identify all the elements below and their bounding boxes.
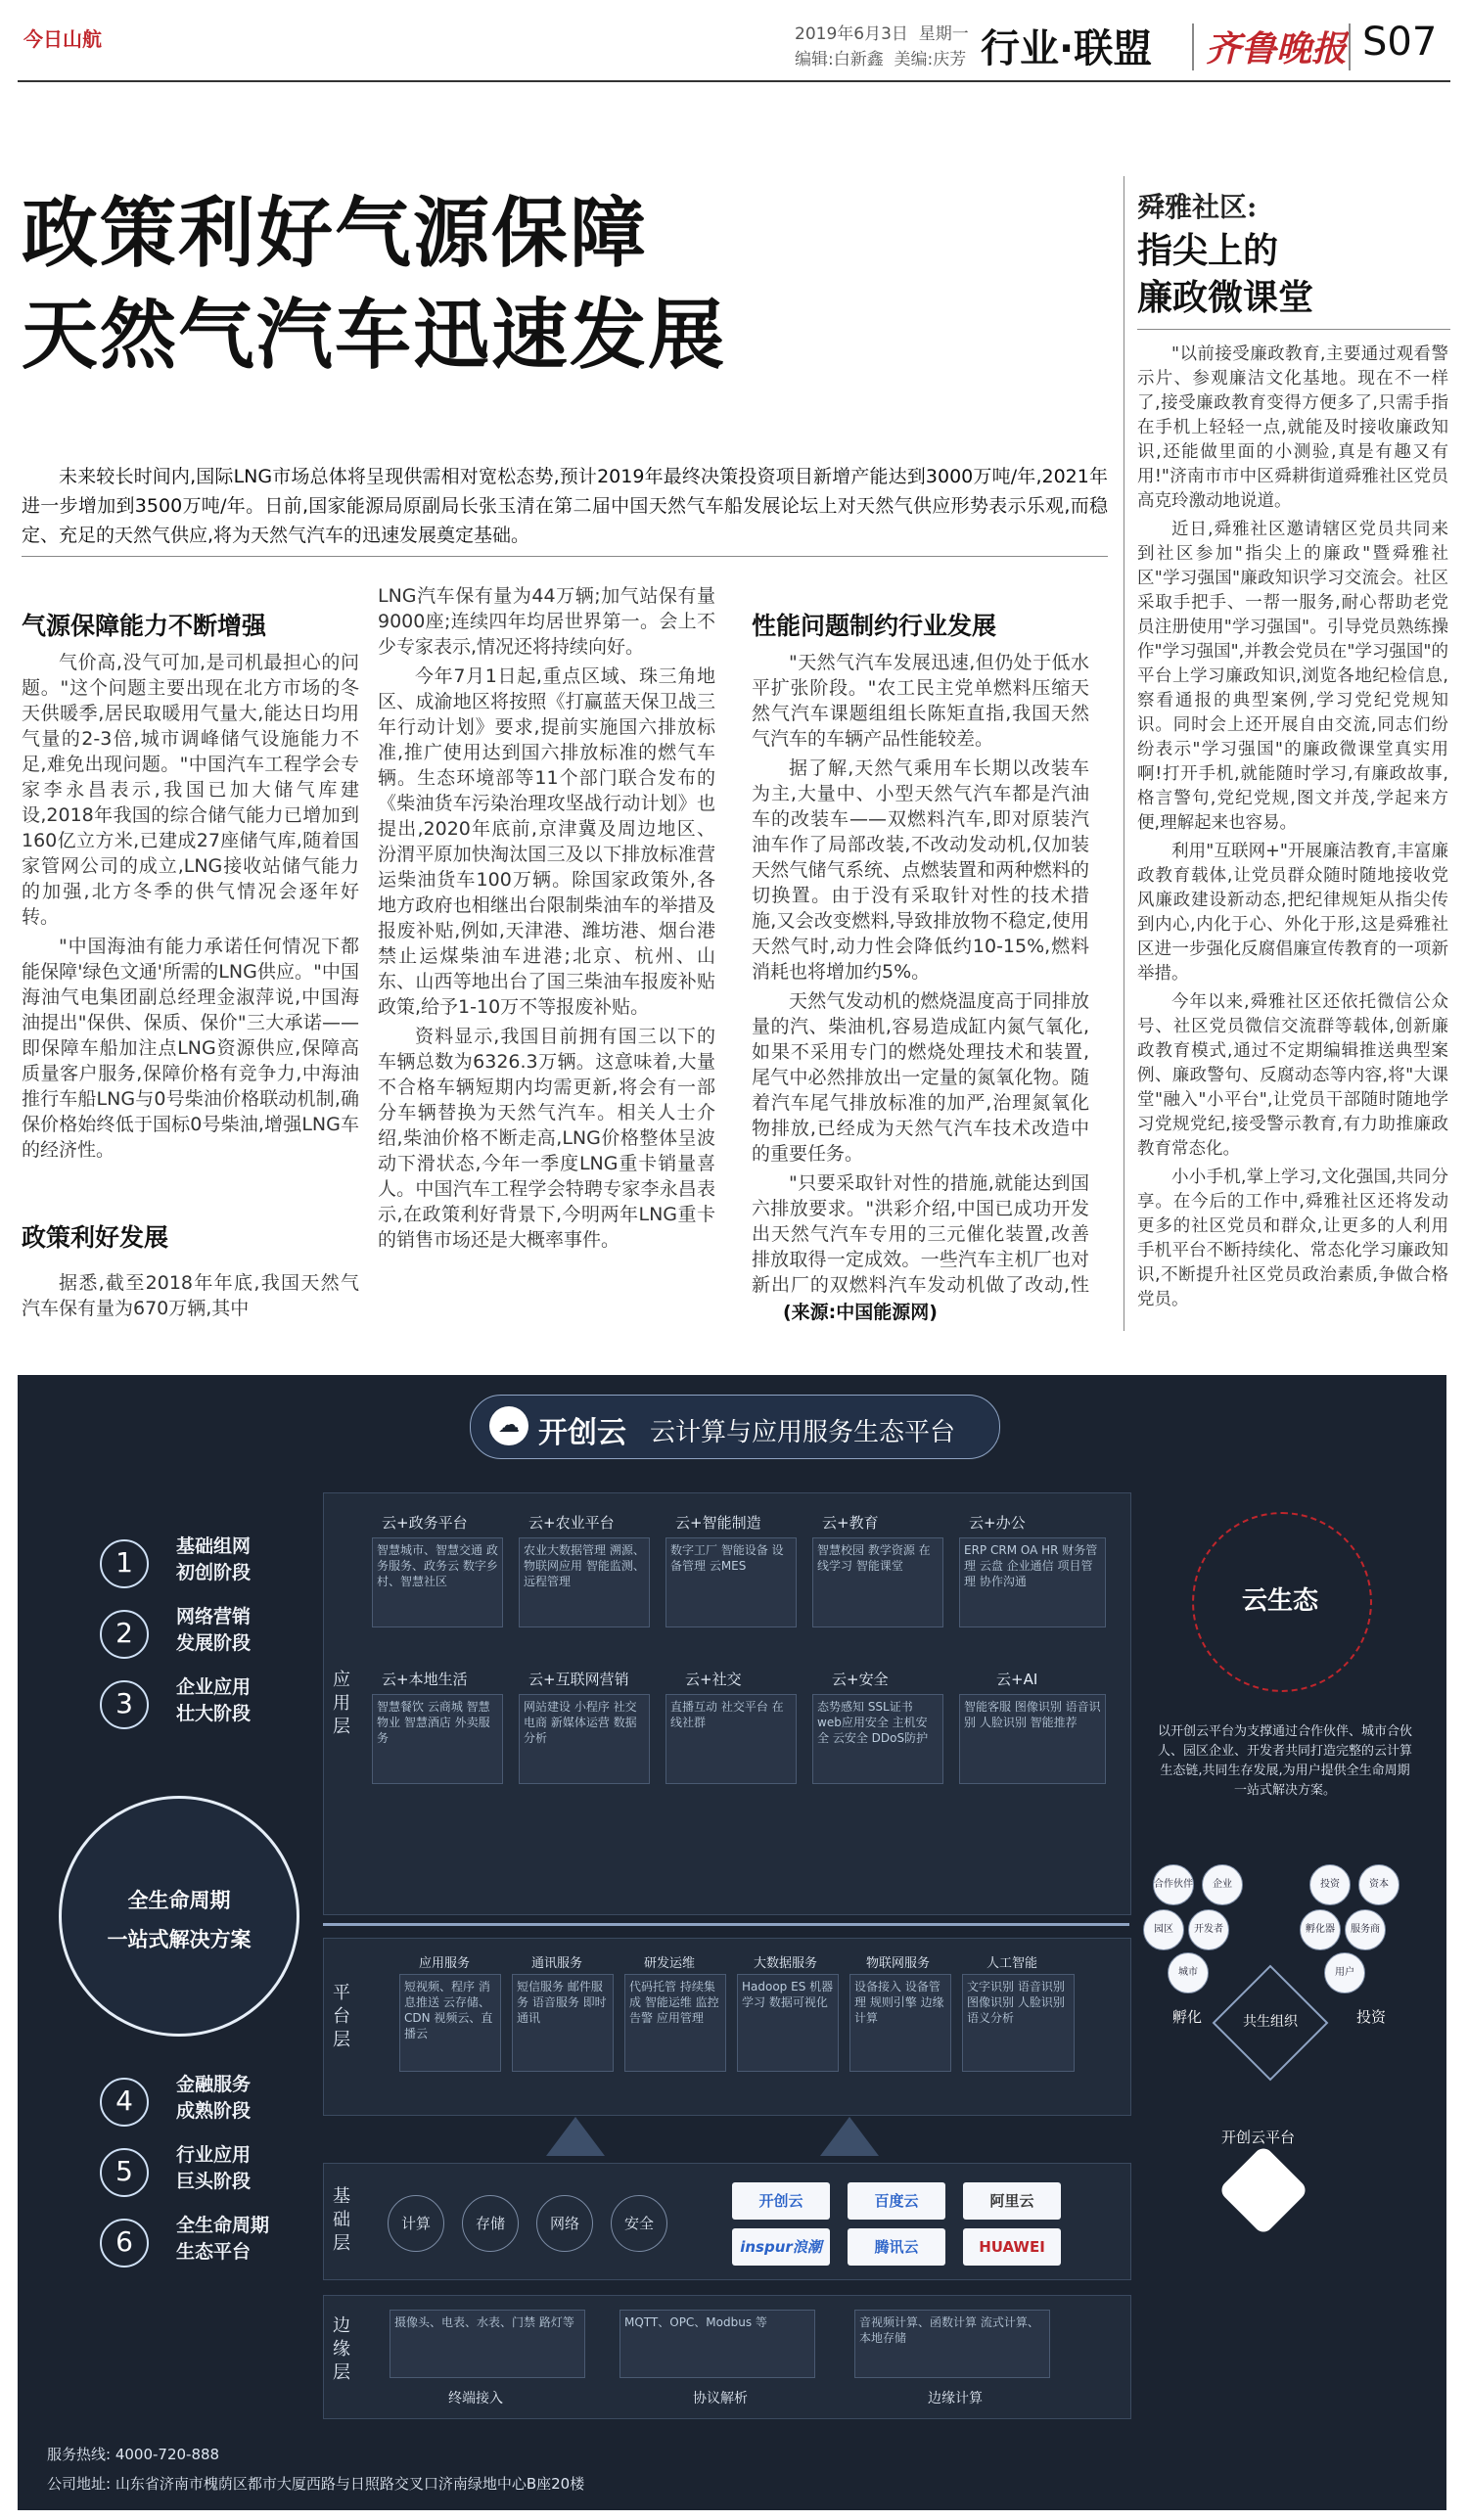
sidebar-body — [1137, 343, 1448, 1326]
edge-3-box: 音视频计算、函数计算 流式计算、本地存储 — [854, 2310, 1050, 2378]
edge-2-box: MQTT、OPC、Modbus 等 — [619, 2310, 815, 2378]
ad-slogan: 云计算与应用服务生态平台 — [650, 1418, 956, 1447]
col1-paragraph-1: 气价高,没气可加,是司机最担心的问题。"这个问题主要出现在北方市场的冬天供暖季,居民取暖用气量大,能达日均用气量的2-3倍,城市调峰储气设施能力不足,难免出现问题。"中国汽车工程学会专家李永昌表示,我国已加大储气库建设,2018年我国的综合储气能力已增加到160亿立方米,已建成27座储气库,随着国家管网公司的成立,LNG接收站储气能力的加强,北方冬季的供气情况会逐年好转。 — [22, 652, 359, 928]
step-1-label — [176, 1534, 251, 1586]
sidebar-paragraph-4: 今年以来,舜雅社区还依托微信公众号、社区党员微信交流群等载体,创新廉政教育模式,通过不定期编辑推送典型案例、廉政警句、反腐动态等内容,将"大课堂"融入"小平台",让党员干部随时随地学习党规党纪,接受警示教育,有力助推廉政教育常态化。 — [1137, 992, 1448, 1159]
section-label: 今日山航 — [23, 27, 102, 51]
partner-logo-8: 孵化器 — [1300, 1909, 1341, 1950]
tencent-cloud-logo: 腾讯云 — [848, 2228, 945, 2266]
service-hotline: 服务热线: 4000-720-888 — [47, 2446, 220, 2463]
step-4-label — [176, 2072, 251, 2125]
step-5-b: 巨头阶段 — [176, 2171, 252, 2192]
step-3-label — [176, 1674, 251, 1727]
platform-5-box: 设备接入 设备管理 规则引擎 边缘计算 — [849, 1974, 951, 2072]
app-1-box: 智慧城市、智慧交通 政务服务、政务云 数字乡村、智慧社区 — [372, 1537, 503, 1627]
app-9-title: 云+安全 — [832, 1671, 889, 1688]
ecosystem-title: 云生态 — [1241, 1586, 1318, 1616]
company-address: 公司地址: 山东省济南市槐荫区都市大厦西路与日照路交叉口济南绿地中心B座20楼 — [47, 2475, 585, 2493]
symbiosis-label: 共生组织 — [1243, 2014, 1298, 2030]
col2-paragraph-2: 今年7月1日起,重点区域、珠三角地区、成渝地区将按照《打赢蓝天保卫战三年行动计划》要求,提前实施国六排放标准,推广使用达到国六排放标准的燃气车辆。生态环境部等11个部门联合发布的《柴油货车污染治理攻坚战行动计划》也提出,2020年底前,京津冀及周边地区、汾渭平原加快淘汰国三及以下排放标准营运柴油货车100万辆。除国家政策外,各地方政府也相继出台限制柴油车的举措及报废补贴,例如,天津港、潍坊港、烟台港禁止运煤柴油车进港;北京、杭州、山东、山西等地出台了国三柴油车报废补贴政策,给予1-10万不等报废补贴。 — [378, 665, 715, 1018]
header-bottom-rule — [18, 80, 1450, 82]
platform-name: 开创云平台 — [1221, 2129, 1296, 2146]
lifecycle-text-2: 一站式解决方案 — [107, 1928, 252, 1951]
inspur-logo: inspur浪潮 — [732, 2228, 830, 2266]
step-2-label — [176, 1604, 251, 1657]
col1-paragraph-3: 据悉,截至2018年年底,我国天然气汽车保有量为670万辆,其中 — [22, 1272, 359, 1319]
step-2-a: 网络营销 — [176, 1606, 252, 1627]
column-1-bottom — [22, 1270, 359, 1325]
step-6-number: 6 — [100, 2219, 149, 2268]
partner-cluster-incubate — [1143, 1864, 1261, 1992]
headline-line-2: 天然气汽车迅速发展 — [22, 291, 727, 380]
app-6-title: 云+本地生活 — [382, 1671, 468, 1688]
col2-paragraph-1: LNG汽车保有量为44万辆;加气站保有量9000座;连续四年均居世界第一。会上不少专家表示,情况还将持续向好。 — [378, 585, 715, 658]
network-circle: 网络 — [536, 2195, 593, 2252]
step-5-number: 5 — [100, 2148, 149, 2197]
col3-paragraph-2: 据了解,天然气乘用车长期以改装车为主,大量中、小型天然气汽车都是汽油车的改装车——双燃料汽车,即对原装汽油车作了局部改装,不改动发动机,仅加装天然气储气系统、点燃装置和两种燃料的切换置。由于没有采取针对性的技术措施,又会改变燃料,导致排放物不稳定,使用天然气时,动力性会降低约10-15%,燃料消耗也将增加约5%。 — [752, 757, 1089, 983]
col3-paragraph-3: 天然气发动机的燃烧温度高于同排放量的汽、柴油机,容易造成缸内氮气氧化,如果不采用专门的燃烧处理技术和装置,尾气中必然排放出一定量的氮氧化物。随着汽车尾气排放标准的加严,治理氮氧化物排放,已经成为天然气汽车技术改造中的重要任务。 — [752, 990, 1089, 1165]
column-2 — [378, 583, 715, 1325]
step-3-number: 3 — [100, 1680, 149, 1729]
step-6-b: 生态平台 — [176, 2241, 252, 2263]
up-arrow-icon-2 — [820, 2117, 879, 2156]
app-3-title: 云+智能制造 — [675, 1514, 761, 1532]
step-4-number: 4 — [100, 2078, 149, 2127]
platform-5-title: 物联网服务 — [866, 1956, 931, 1971]
weekday: 星期一 — [918, 24, 969, 44]
sidebar-paragraph-5: 小小手机,掌上学习,文化强国,共同分享。在今后的工作中,舜雅社区还将发动更多的社区党员和群众,让更多的人利用手机平台不断持续化、常态化学习廉政知识,不断提升社区党员政治素质,争做合格党员。 — [1137, 1168, 1448, 1309]
platform-3-box: 代码托管 持续集成 智能运维 监控告警 应用管理 — [624, 1974, 726, 2072]
platform-4-box: Hadoop ES 机器学习 数据可视化 — [737, 1974, 839, 2072]
sidebar-title-1: 指尖上的 — [1137, 230, 1279, 271]
step-3-b: 壮大阶段 — [176, 1703, 252, 1724]
step-2-number: 2 — [100, 1610, 149, 1659]
partner-logo-3: 园区 — [1143, 1909, 1184, 1950]
app-1-title: 云+政务平台 — [382, 1514, 468, 1532]
article-source: (来源:中国能源网) — [783, 1302, 938, 1323]
step-1-number: 1 — [100, 1539, 149, 1588]
editor: 编辑:白新鑫 — [795, 50, 884, 69]
col3-paragraph-1: "天然气汽车发展迅速,但仍处于低水平扩张阶段。"农工民主党单燃料压缩天然气汽车课题组组长陈矩直指,我国天然气汽车的车辆产品性能较差。 — [752, 652, 1089, 750]
issue-date — [795, 20, 969, 44]
sidebar-paragraph-2: 近日,舜雅社区邀请辖区党员共同来到社区参加"指尖上的廉政"暨舜雅社区"学习强国"廉政知识学习交流会。社区采取手把手、一帮一服务,耐心帮助老党员注册使用"学习强国"。引导党员熟练操作"学习强国",并教会党员在"学习强国"的平台上学习廉政知识,浏览各地纪检信息,察看通报的典型案例,学习党纪党规知识。同时会上还开展自由交流,同志们纷纷表示"学习强国"的廉政微课堂真实用啊!打开手机,就能随时学习,有廉政故事,格言警句,党纪党规,图文并茂,学起来方便,理解起来也容易。 — [1137, 520, 1448, 833]
step-5-a: 行业应用 — [176, 2144, 252, 2166]
sidebar-paragraph-3: 利用"互联网+"开展廉洁教育,丰富廉政教育载体,让党员群众随时随地接收党风廉政建设新动态,把纪律规矩从指尖传到内心,内化于心、外化于形,这是舜雅社区进一步强化反腐倡廉宣传教育的一项新举措。 — [1137, 842, 1448, 984]
platform-1-title: 应用服务 — [419, 1956, 471, 1971]
app-8-box: 直播互动 社交平台 在线社群 — [665, 1694, 797, 1784]
edge-2-title: 协议解析 — [693, 2391, 748, 2406]
date: 2019年6月3日 — [795, 24, 908, 44]
lead-text: 未来较长时间内,国际LNG市场总体将呈现供需相对宽松态势,预计2019年最终决策投资项目新增产能达到3000万吨/年,2021年进一步增加到3500万吨/年。日前,国家能源局原副局长张玉清在第二届中国天然气车船发展论坛上对天然气供应形势表示乐观,而稳定、充足的天然气供应,将为天然气汽车的迅速发展奠定基础。 — [22, 466, 1108, 546]
platform-3-title: 研发运维 — [644, 1956, 696, 1971]
baidu-cloud-logo: 百度云 — [848, 2182, 945, 2220]
column-1 — [22, 650, 359, 1178]
partner-logo-4: 开发者 — [1188, 1909, 1229, 1950]
app-5-box: ERP CRM OA HR 财务管理 云盘 企业通信 项目管理 协作沟通 — [959, 1537, 1106, 1627]
col3-paragraph-4: "只要采取针对性的措施,就能达到国六排放要求。"洪彩介绍,中国已成功开发出天然气汽车专用的三元催化装置,改善排放取得一定成效。一些汽车主机厂也对新出厂的双燃料汽车发动机做了改动,性 — [752, 1172, 1089, 1296]
advertisement — [18, 1375, 1446, 2510]
step-3-a: 企业应用 — [176, 1676, 252, 1698]
editor-credit — [795, 45, 966, 69]
up-arrow-icon — [546, 2117, 605, 2156]
sidebar-kicker: 舜雅社区: — [1137, 191, 1258, 223]
incubate-label: 孵化 — [1172, 2008, 1203, 2026]
partner-logo-5: 城市 — [1168, 1952, 1209, 1993]
lifecycle-circle — [59, 1796, 299, 2037]
headline-line-1: 政策利好气源保障 — [22, 189, 649, 278]
step-4-b: 成熟阶段 — [176, 2100, 252, 2122]
app-layer-separator — [323, 1923, 1129, 1926]
partner-logo-2: 企业 — [1202, 1864, 1243, 1905]
app-8-title: 云+社交 — [685, 1671, 742, 1688]
designer: 美编:庆芳 — [894, 50, 967, 69]
edge-1-title: 终端接入 — [448, 2391, 503, 2406]
lifecycle-text-1: 全生命周期 — [127, 1889, 231, 1912]
platform-layer-label: 平台层 — [333, 1983, 350, 2050]
step-2-b: 发展阶段 — [176, 1632, 252, 1654]
platform-1-box: 短视频、程序 消息推送 云存储、CDN 视频云、直播云 — [399, 1974, 501, 2072]
step-5-label — [176, 2142, 251, 2195]
security-circle: 安全 — [611, 2195, 667, 2252]
partner-logo-7: 资本 — [1358, 1864, 1399, 1905]
platform-2-box: 短信服务 邮件服务 语音服务 即时通讯 — [512, 1974, 614, 2072]
platform-6-box: 文字识别 语音识别 图像识别 人脸识别 语义分析 — [962, 1974, 1075, 2072]
app-4-title: 云+教育 — [822, 1514, 879, 1532]
step-1-b: 初创阶段 — [176, 1562, 252, 1583]
partner-logo-6: 投资 — [1309, 1864, 1351, 1905]
ad-brand-name: 开创云 — [538, 1416, 626, 1450]
app-2-title: 云+农业平台 — [528, 1514, 615, 1532]
app-9-box: 态势感知 SSL证书 web应用安全 主机安全 云安全 DDoS防护 — [812, 1694, 943, 1784]
app-7-box: 网站建设 小程序 社交电商 新媒体运营 数据分析 — [519, 1694, 650, 1784]
col2-paragraph-3: 资料显示,我国目前拥有国三以下的车辆总数为6326.3万辆。这意味着,大量不合格车辆短期内均需更新,将会有一部分车辆替换为天然气汽车。相关人士介绍,柴油价格不断走高,LNG价格整体呈波动下滑状态,今年一季度LNG重卡销量喜人。中国汽车工程学会特聘专家李永昌表示,在政策利好背景下,今明两年LNG重卡的销售市场还是大概率事件。 — [378, 1026, 715, 1251]
section-title: 行业·联盟 — [981, 26, 1153, 71]
step-6-a: 全生命周期 — [176, 2215, 270, 2236]
edge-1-box: 摄像头、电表、水表、门禁 路灯等 — [390, 2310, 585, 2378]
kaichuang-cloud-logo: 开创云 — [732, 2182, 830, 2220]
platform-cloud-icon — [1217, 2144, 1308, 2235]
invest-label: 投资 — [1356, 2008, 1387, 2026]
app-layer-label: 应用层 — [333, 1670, 350, 1737]
app-3-box: 数字工厂 智能设备 设备管理 云MES — [665, 1537, 797, 1627]
ecosystem-description: 以开创云平台为支撑通过合作伙伴、城市合伙人、园区企业、开发者共同打造完整的云计算生态链,共同生存发展,为用户提供全生命周期一站式解决方案。 — [1158, 1724, 1413, 1798]
platform-2-title: 通讯服务 — [531, 1956, 583, 1971]
partner-logo-1: 合作伙伴 — [1153, 1864, 1194, 1905]
compute-circle: 计算 — [388, 2195, 444, 2252]
section-heading-performance: 性能问题制约行业发展 — [752, 612, 997, 640]
edge-3-title: 边缘计算 — [928, 2391, 983, 2406]
step-1-a: 基础组网 — [176, 1535, 252, 1557]
partner-logo-9: 服务商 — [1345, 1909, 1386, 1950]
header-divider — [1192, 23, 1194, 70]
paper-logo: 齐鲁晚报 — [1206, 28, 1348, 69]
lead-paragraph — [22, 462, 1108, 554]
col1-paragraph-2: "中国海油有能力承诺任何情况下都能保障'绿色文通'所需的LNG供应。"中国海油气电集团副总经理金淑萍说,中国海油提出"保供、保质、保价"三大承诺——即保障车船加注点LNG资源供应,保障高质量客户服务,保障价格有竞争力,中海油推行车船LNG与0号柴油价格联动机制,确保价格始终低于国标0号柴油,增强LNG车的经济性。 — [22, 936, 359, 1161]
sidebar-title-2: 廉政微课堂 — [1137, 277, 1314, 318]
column-3 — [752, 650, 1089, 1296]
app-7-title: 云+互联网营销 — [528, 1671, 629, 1688]
app-10-box: 智能客服 图像识别 语音识别 人脸识别 智能推荐 — [959, 1694, 1106, 1784]
lead-rule — [22, 556, 1108, 557]
app-10-title: 云+AI — [996, 1671, 1038, 1688]
app-6-box: 智慧餐饮 云商城 智慧物业 智慧酒店 外卖服务 — [372, 1694, 503, 1784]
step-6-label — [176, 2213, 269, 2266]
partner-logo-10: 用户 — [1324, 1952, 1365, 1993]
page-number: S07 — [1362, 20, 1438, 65]
header-divider-2 — [1349, 23, 1351, 70]
section-heading-gas-supply: 气源保障能力不断增强 — [22, 612, 267, 640]
platform-4-title: 大数据服务 — [754, 1956, 818, 1971]
edge-layer-label: 边缘层 — [333, 2315, 350, 2383]
step-4-a: 金融服务 — [176, 2074, 252, 2095]
cloud-logo-icon: ☁ — [489, 1406, 528, 1445]
app-4-box: 智慧校园 教学资源 在线学习 智能课堂 — [812, 1537, 943, 1627]
aliyun-logo: 阿里云 — [963, 2182, 1061, 2220]
app-5-title: 云+办公 — [969, 1514, 1026, 1532]
sidebar-title-rule — [1137, 329, 1450, 330]
storage-circle: 存储 — [462, 2195, 519, 2252]
section-heading-policy: 政策利好发展 — [22, 1223, 169, 1252]
app-2-box: 农业大数据管理 溯源、物联网应用 智能监测、远程管理 — [519, 1537, 650, 1627]
base-layer-label: 基础层 — [333, 2186, 350, 2254]
partner-cluster-invest — [1300, 1864, 1417, 1992]
platform-6-title: 人工智能 — [986, 1956, 1038, 1971]
sidebar-paragraph-1: "以前接受廉政教育,主要通过观看警示片、参观廉洁文化基地。现在不一样了,接受廉政教育变得方便多了,只需手指在手机上轻轻一点,就能及时接收廉政知识,还能做里面的小测验,真是有趣又有用!"济南市市中区舜耕街道舜雅社区党员高克玲激动地说道。 — [1137, 344, 1448, 511]
huawei-logo: HUAWEI — [963, 2228, 1061, 2266]
